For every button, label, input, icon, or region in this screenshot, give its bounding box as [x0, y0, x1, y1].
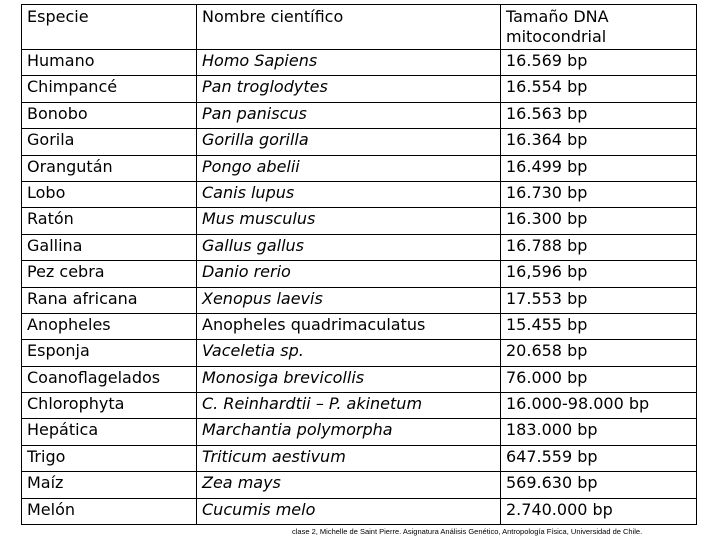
cell-tamano-dna: 16.563 bp	[501, 102, 697, 128]
cell-nombre-cientifico: Canis lupus	[197, 181, 501, 207]
cell-tamano-dna: 20.658 bp	[501, 340, 697, 366]
cell-especie: Hepática	[22, 419, 197, 445]
table-row	[22, 445, 697, 471]
header-nombre-cientifico: Nombre científico	[197, 5, 501, 50]
header-tamano-dna: Tamaño DNA mitocondrial	[501, 5, 697, 50]
table-row	[22, 313, 697, 339]
cell-nombre-cientifico: Vaceletia sp.	[197, 340, 501, 366]
cell-tamano-dna: 569.630 bp	[501, 472, 697, 498]
table-row	[22, 50, 697, 76]
cell-especie: Trigo	[22, 445, 197, 471]
cell-especie: Esponja	[22, 340, 197, 366]
cell-especie: Bonobo	[22, 102, 197, 128]
cell-nombre-cientifico: Pan troglodytes	[197, 76, 501, 102]
cell-tamano-dna: 16.569 bp	[501, 50, 697, 76]
cell-tamano-dna: 16.300 bp	[501, 208, 697, 234]
table-row	[22, 472, 697, 498]
cell-tamano-dna: 647.559 bp	[501, 445, 697, 471]
cell-especie: Orangután	[22, 155, 197, 181]
cell-tamano-dna: 16.499 bp	[501, 155, 697, 181]
cell-tamano-dna: 16.554 bp	[501, 76, 697, 102]
cell-tamano-dna: 16.730 bp	[501, 181, 697, 207]
cell-especie: Chlorophyta	[22, 393, 197, 419]
cell-especie: Pez cebra	[22, 261, 197, 287]
mitochondrial-dna-table-container	[21, 4, 697, 525]
cell-especie: Anopheles	[22, 313, 197, 339]
table-row	[22, 102, 697, 128]
table-header-row	[22, 5, 697, 50]
cell-nombre-cientifico: Zea mays	[197, 472, 501, 498]
cell-tamano-dna: 16.788 bp	[501, 234, 697, 260]
cell-tamano-dna: 16.364 bp	[501, 129, 697, 155]
cell-nombre-cientifico: Anopheles quadrimaculatus	[197, 313, 501, 339]
cell-nombre-cientifico: Pongo abelii	[197, 155, 501, 181]
cell-nombre-cientifico: Cucumis melo	[197, 498, 501, 524]
cell-especie: Gorila	[22, 129, 197, 155]
table-row	[22, 366, 697, 392]
table-row	[22, 419, 697, 445]
cell-especie: Humano	[22, 50, 197, 76]
table-row	[22, 129, 697, 155]
cell-tamano-dna: 17.553 bp	[501, 287, 697, 313]
table-row	[22, 498, 697, 524]
cell-especie: Chimpancé	[22, 76, 197, 102]
cell-tamano-dna: 76.000 bp	[501, 366, 697, 392]
cell-nombre-cientifico: Gorilla gorilla	[197, 129, 501, 155]
mitochondrial-dna-table	[21, 4, 697, 525]
table-row	[22, 76, 697, 102]
cell-nombre-cientifico: C. Reinhardtii – P. akinetum	[197, 393, 501, 419]
cell-nombre-cientifico: Gallus gallus	[197, 234, 501, 260]
table-row	[22, 393, 697, 419]
table-body	[22, 5, 697, 525]
cell-tamano-dna: 16.000-98.000 bp	[501, 393, 697, 419]
table-row	[22, 287, 697, 313]
cell-especie: Coanoflagelados	[22, 366, 197, 392]
cell-especie: Maíz	[22, 472, 197, 498]
table-row	[22, 208, 697, 234]
table-row	[22, 340, 697, 366]
cell-especie: Melón	[22, 498, 197, 524]
cell-especie: Rana africana	[22, 287, 197, 313]
footer-citation: clase 2, Michelle de Saint Pierre. Asignatura Análisis Genético, Antropología Física, Universidad de Chile.	[292, 527, 643, 536]
cell-nombre-cientifico: Xenopus laevis	[197, 287, 501, 313]
cell-nombre-cientifico: Homo Sapiens	[197, 50, 501, 76]
cell-tamano-dna: 15.455 bp	[501, 313, 697, 339]
cell-especie: Lobo	[22, 181, 197, 207]
table-row	[22, 261, 697, 287]
cell-nombre-cientifico: Mus musculus	[197, 208, 501, 234]
cell-nombre-cientifico: Triticum aestivum	[197, 445, 501, 471]
cell-tamano-dna: 183.000 bp	[501, 419, 697, 445]
cell-tamano-dna: 16,596 bp	[501, 261, 697, 287]
cell-nombre-cientifico: Pan paniscus	[197, 102, 501, 128]
cell-especie: Ratón	[22, 208, 197, 234]
table-row	[22, 181, 697, 207]
header-especie: Especie	[22, 5, 197, 50]
cell-especie: Gallina	[22, 234, 197, 260]
table-row	[22, 234, 697, 260]
table-row	[22, 155, 697, 181]
cell-nombre-cientifico: Danio rerio	[197, 261, 501, 287]
cell-tamano-dna: 2.740.000 bp	[501, 498, 697, 524]
cell-nombre-cientifico: Monosiga brevicollis	[197, 366, 501, 392]
cell-nombre-cientifico: Marchantia polymorpha	[197, 419, 501, 445]
